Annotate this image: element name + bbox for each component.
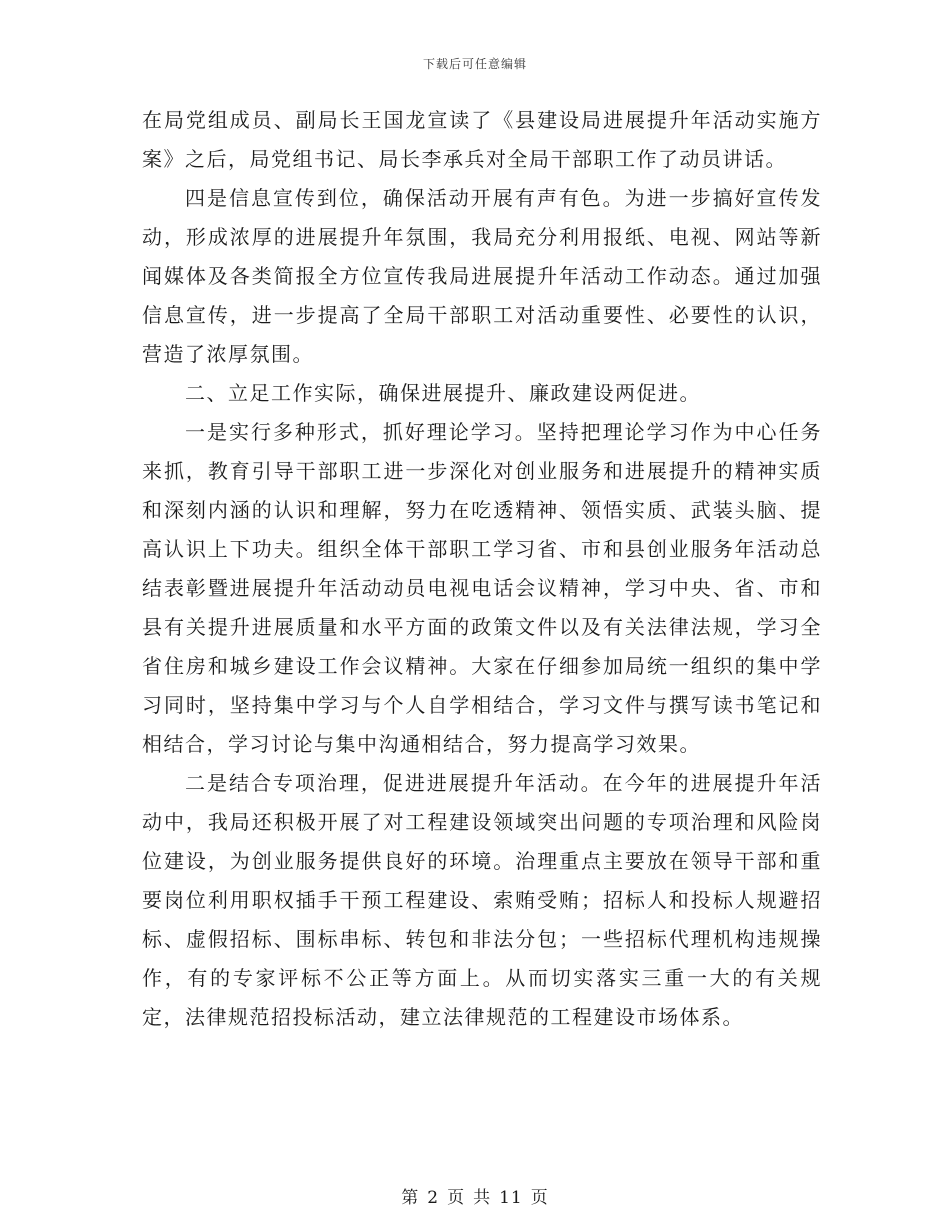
paragraph-info-publicity: 四是信息宣传到位，确保活动开展有声有色。为进一步搞好宣传发动，形成浓厚的进展提升年氛围，我局充分利用报纸、电视、网站等新闻媒体及各类简报全方位宣传我局进展提升年活动工作动态。通过加强信息宣传，进一步提高了全局干部职工对活动重要性、必要性的认识，营造了浓厚氛围。: [142, 186, 822, 366]
paragraph-special-governance: 二是结合专项治理，促进进展提升年活动。在今年的进展提升年活动中，我局还积极开展了对工程建设领域突出问题的专项治理和风险岗位建设，为创业服务提供良好的环境。治理重点主要放在领导干部和重要岗位利用职权插手干预工程建设、索贿受贿；招标人和投标人规避招标、虚假招标、围标串标、转包和非法分包；一些招标代理机构违规操作，有的专家评标不公正等方面上。从而切实落实三重一大的有关规定，法律规范招投标活动，建立法律规范的工程建设市场体系。: [142, 771, 822, 1029]
page-header: 下载后可任意编辑: [422, 57, 527, 71]
footer-total-pages: 11: [499, 1188, 523, 1208]
document-body: [142, 101, 822, 1037]
page-footer: [0, 1183, 950, 1208]
section-heading-two: 二、立足工作实际，确保进展提升、廉政建设两促进。: [185, 381, 701, 405]
footer-total-word: 共: [473, 1188, 492, 1208]
footer-page-word: 页: [447, 1188, 466, 1208]
footer-prefix: 第: [401, 1188, 420, 1208]
footer-current-page: 2: [427, 1188, 440, 1208]
paragraph-theory-study: 一是实行多种形式，抓好理论学习。坚持把理论学习作为中心任务来抓，教育引导干部职工进一步深化对创业服务和进展提升的精神实质和深刻内涵的认识和理解，努力在吃透精神、领悟实质、武装头脑、提高认识上下功夫。组织全体干部职工学习省、市和县创业服务年活动总结表彰暨进展提升年活动动员电视电话会议精神，学习中央、省、市和县有关提升进展质量和水平方面的政策文件以及有关法律法规，学习全省住房和城乡建设工作会议精神。大家在仔细参加局统一组织的集中学习同时，坚持集中学习与个人自学相结合，学习文件与撰写读书笔记和相结合，学习讨论与集中沟通相结合，努力提高学习效果。: [142, 420, 822, 756]
footer-suffix: 页: [530, 1188, 549, 1208]
paragraph-continuation: 在局党组成员、副局长王国龙宣读了《县建设局进展提升年活动实施方案》之后，局党组书记、局长李承兵对全局干部职工作了动员讲话。: [142, 108, 822, 171]
